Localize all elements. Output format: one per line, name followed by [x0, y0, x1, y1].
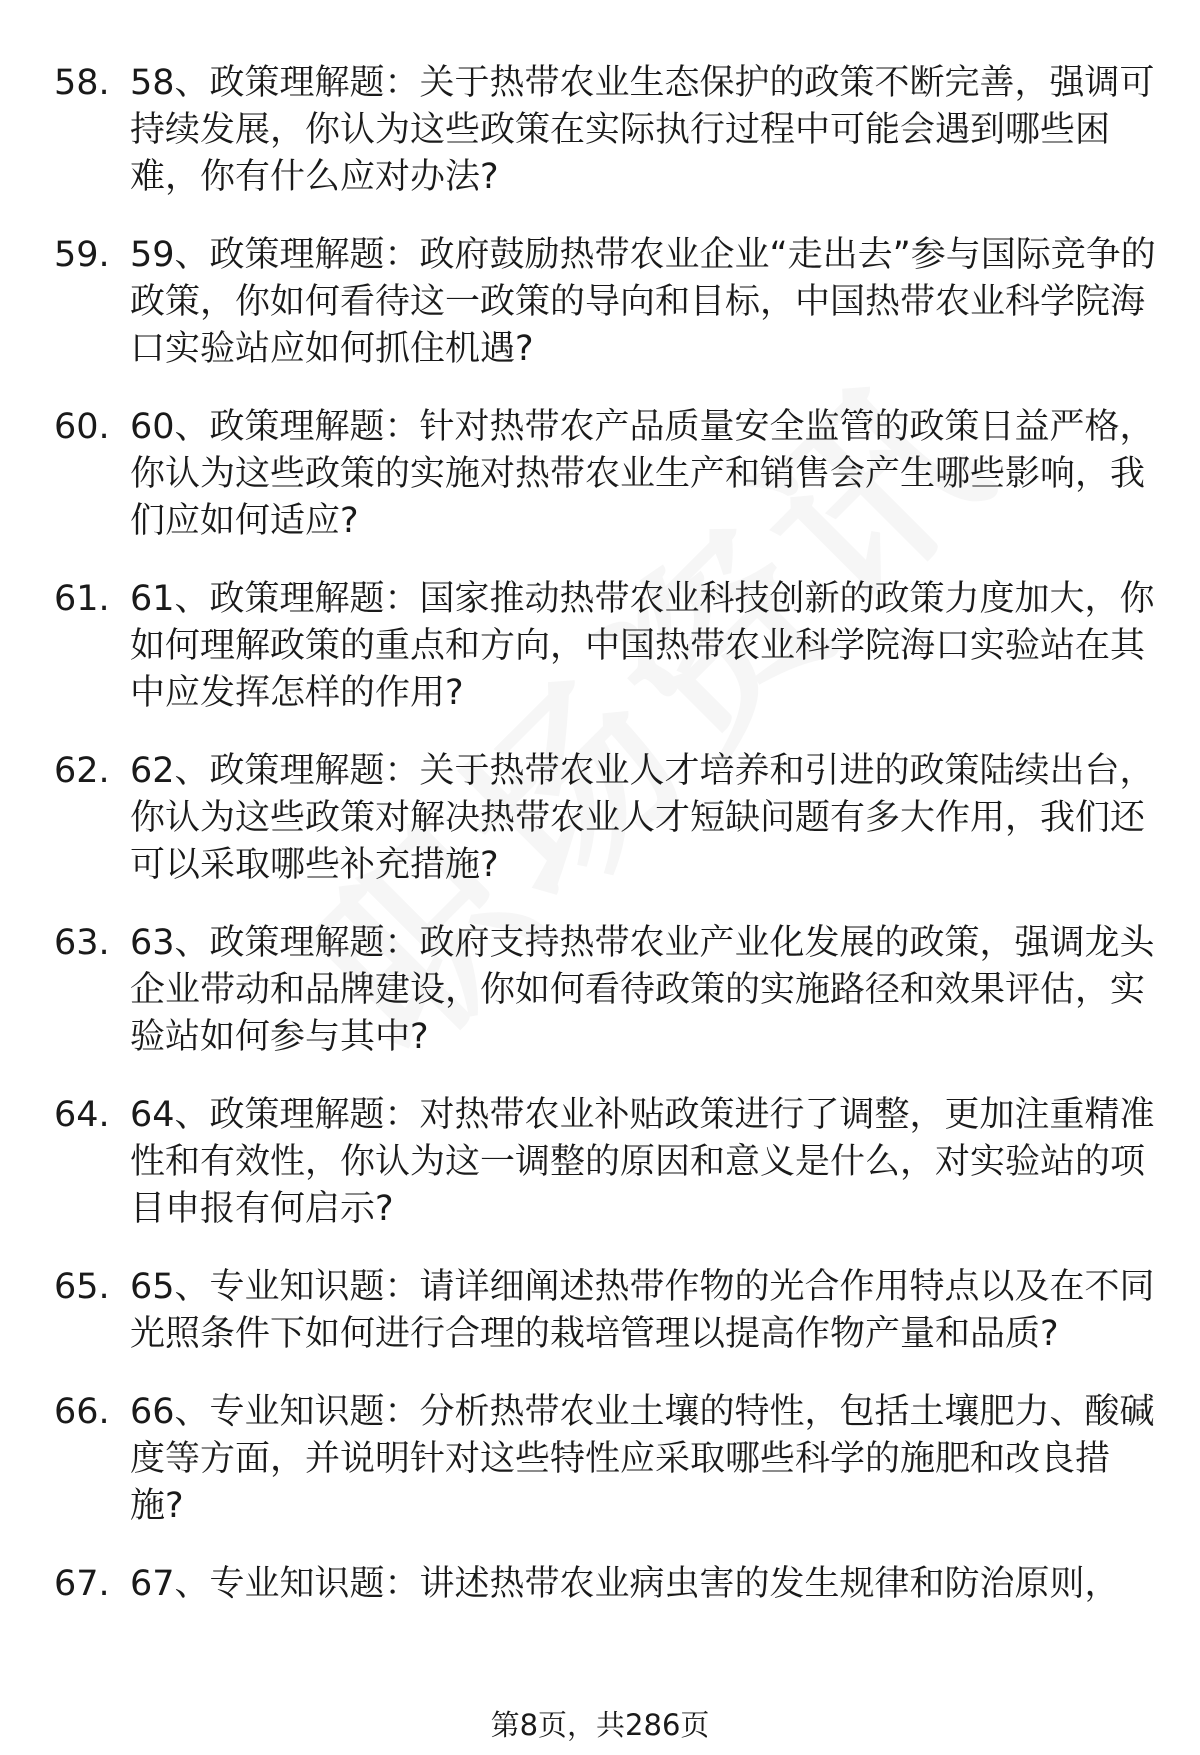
question-number: 59.	[54, 235, 110, 275]
question-list	[0, 60, 1200, 1639]
page-footer: 第8页，共286页	[490, 1708, 710, 1742]
question-item	[0, 576, 1200, 717]
question-item	[0, 60, 1200, 201]
question-text: 64、政策理解题：对热带农业补贴政策进行了调整，更加注重精准性和有效性，你认为这一调整的原因和意义是什么，对实验站的项目申报有何启示?	[130, 1095, 1155, 1229]
question-text: 59、政策理解题：政府鼓励热带农业企业“走出去”参与国际竞争的政策，你如何看待这一政策的导向和目标，中国热带农业科学院海口实验站应如何抓住机遇?	[130, 235, 1156, 369]
question-item	[0, 232, 1200, 373]
question-text: 67、专业知识题：讲述热带农业病虫害的发生规律和防治原则，	[130, 1564, 1120, 1604]
question-number: 64.	[54, 1095, 110, 1135]
question-number: 60.	[54, 407, 110, 447]
question-number: 67.	[54, 1564, 110, 1604]
question-item	[0, 1092, 1200, 1233]
question-text: 58、政策理解题：关于热带农业生态保护的政策不断完善，强调可持续发展，你认为这些政策在实际执行过程中可能会遇到哪些困难，你有什么应对办法?	[130, 63, 1155, 197]
question-text: 65、专业知识题：请详细阐述热带作物的光合作用特点以及在不同光照条件下如何进行合理的栽培管理以提高作物产量和品质?	[130, 1267, 1155, 1354]
question-text: 61、政策理解题：国家推动热带农业科技创新的政策力度加大，你如何理解政策的重点和方向，中国热带农业科学院海口实验站在其中应发挥怎样的作用?	[130, 579, 1155, 713]
question-number: 63.	[54, 923, 110, 963]
question-item	[0, 1264, 1200, 1358]
question-number: 58.	[54, 63, 110, 103]
question-item	[0, 1561, 1200, 1608]
question-item	[0, 1389, 1200, 1530]
question-item	[0, 748, 1200, 889]
question-item	[0, 404, 1200, 545]
question-text: 66、专业知识题：分析热带农业土壤的特性，包括土壤肥力、酸碱度等方面，并说明针对这些特性应采取哪些科学的施肥和改良措施?	[130, 1392, 1155, 1526]
question-number: 66.	[54, 1392, 110, 1432]
question-item	[0, 920, 1200, 1061]
question-text: 63、政策理解题：政府支持热带农业产业化发展的政策，强调龙头企业带动和品牌建设，你如何看待政策的实施路径和效果评估，实验站如何参与其中?	[130, 923, 1155, 1057]
question-number: 61.	[54, 579, 110, 619]
question-number: 62.	[54, 751, 110, 791]
question-text: 62、政策理解题：关于热带农业人才培养和引进的政策陆续出台，你认为这些政策对解决热带农业人才短缺问题有多大作用，我们还可以采取哪些补充措施?	[130, 751, 1155, 885]
question-text: 60、政策理解题：针对热带农产品质量安全监管的政策日益严格，你认为这些政策的实施对热带农业生产和销售会产生哪些影响，我们应如何适应?	[130, 407, 1155, 541]
question-number: 65.	[54, 1267, 110, 1307]
